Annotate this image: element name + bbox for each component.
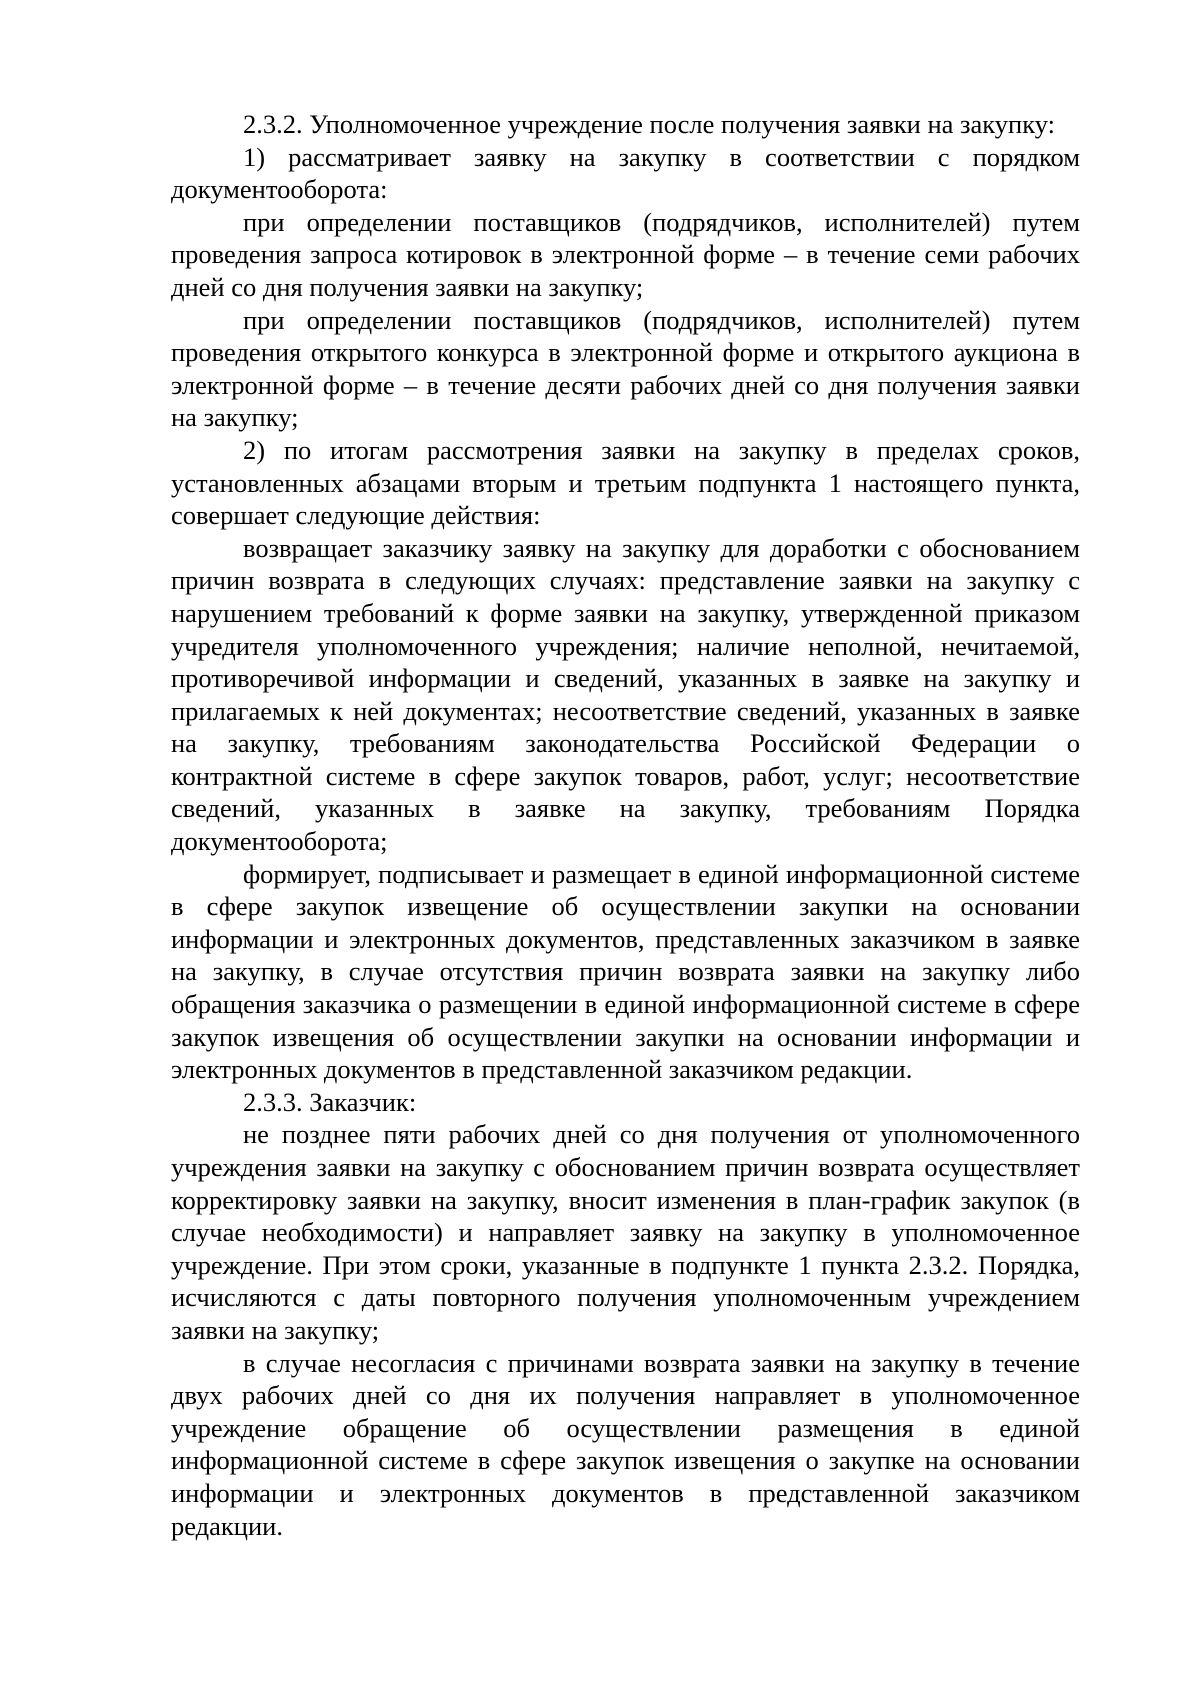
paragraph-return-reasons: возвращает заказчику заявку на закупку для доработки с обоснованием причин возврата в следующих случаях: представление заявки на закупку с нарушением требований к форме заявки на закупку, утвержденной приказом учредителя уполномоченного учреждения; наличие неполной, нечитаемой, противоречивой информации и сведений, указанных в заявке на закупку и прилагаемых к ней документах; несоответствие сведений, указанных в заявке на закупку, требованиям законодательства Российской Федерации о контрактной системе в сфере закупок товаров, работ, услуг; несоответствие сведений, указанных в заявке на закупку, требованиям Порядка документооборота; <box>171 532 1080 857</box>
paragraph-contest-auction-term: при определении поставщиков (подрядчиков, исполнителей) путем проведения открытого конкурса в электронной форме и открытого аукциона в электронной форме – в течение десяти рабочих дней со дня получения заявки на закупку; <box>171 304 1080 433</box>
paragraph-2-3-2-heading: 2.3.2. Уполномоченное учреждение после получения заявки на закупку: <box>243 109 1055 139</box>
paragraph-2-3-3-heading: 2.3.3. Заказчик: <box>243 1086 417 1117</box>
paragraph-disagreement: в случае несогласия с причинами возврата заявки на закупку в течение двух рабочих дней со дня их получения направляет в уполномоченное учреждение обращение об осуществлении размещения в единой информационной системе в сфере закупок извещения о закупке на основании информации и электронных документов в представленной заказчиком редакции. <box>171 1347 1080 1541</box>
paragraph-publish-notice: формирует, подписывает и размещает в единой информационной системе в сфере закупок извещение об осуществлении закупки на основании информации и электронных документов, представленных заказчиком в заявке на закупку, в случае отсутствия причин возврата заявки на закупку либо обращения заказчика о размещении в единой информационной системе в сфере закупок извещения об осуществлении закупки на основании информации и электронных документов в представленной заказчиком редакции. <box>171 858 1080 1085</box>
paragraph-item-1: 1) рассматривает заявку на закупку в соответствии с порядком документооборота: <box>171 141 1080 205</box>
paragraph-correction-term: не позднее пяти рабочих дней со дня получения от уполномоченного учреждения заявки на закупку с обоснованием причин возврата осуществляет корректировку заявки на закупку, вносит изменения в план-график закупок (в случае необходимости) и направляет заявку на закупку в уполномоченное учреждение. При этом сроки, указанные в подпункте 1 пункта 2.3.2. Порядка, исчисляются с даты повторного получения уполномоченным учреждением заявки на закупку; <box>171 1119 1080 1345</box>
paragraph-quote-request-term: при определении поставщиков (подрядчиков, исполнителей) путем проведения запроса котировок в электронной форме – в течение семи рабочих дней со дня получения заявки на закупку; <box>171 206 1080 302</box>
paragraph-item-2: 2) по итогам рассмотрения заявки на закупку в пределах сроков, установленных абзацами вторым и третьим подпункта 1 настоящего пункта, совершает следующие действия: <box>171 434 1080 531</box>
